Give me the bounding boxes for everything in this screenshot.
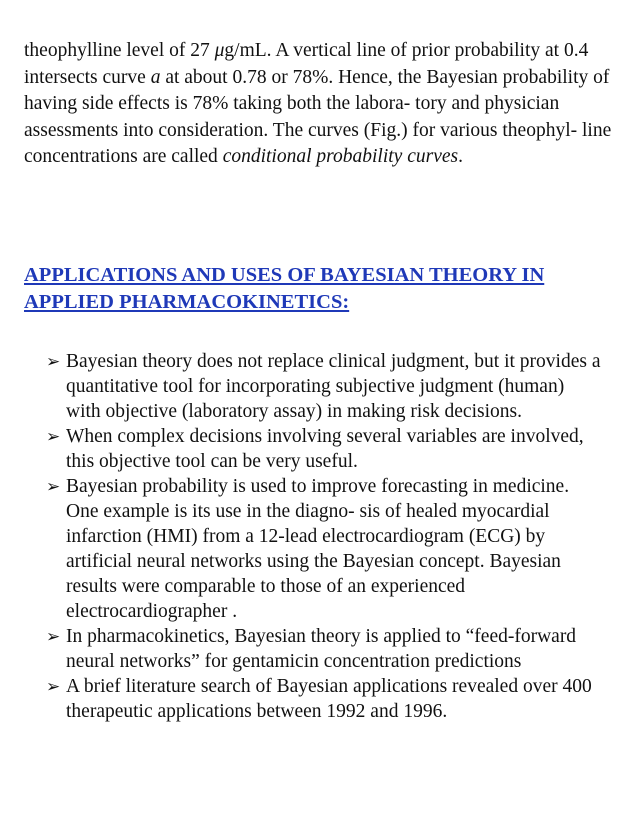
section-heading: APPLICATIONS AND USES OF BAYESIAN THEORY IN APPLIED PHARMACOKINETICS:	[24, 264, 545, 313]
bullet-item	[46, 349, 602, 424]
intro-paragraph	[24, 38, 616, 171]
bullet-list	[46, 349, 602, 724]
arrow-bullet-icon: ➢	[46, 677, 61, 696]
bullet-item	[46, 674, 602, 724]
bullet-item	[46, 424, 602, 474]
bullet-item	[46, 624, 602, 674]
curve-label: a	[150, 66, 161, 88]
arrow-bullet-icon: ➢	[46, 627, 61, 646]
bullet-text: Bayesian theory does not replace clinical judgment, but it provides a quantitative tool for incorporating subjective judgment (human) with objective (laboratory assay) in making risk decisions.	[66, 351, 601, 422]
bullet-text: In pharmacokinetics, Bayesian theory is applied to “feed-forward neural networks” for gentamicin concentration predictions	[66, 626, 577, 672]
bullet-text: Bayesian probability is used to improve forecasting in medicine. One example is its use in the diagno- sis of healed myocardial infarction (HMI) from a 12-lead electrocardiogram (ECG) by artificial neural networks using the Bayesian concept. Bayesian results were comparable to those of an experienced electrocardiographer .	[66, 476, 570, 622]
intro-text-end: .	[458, 146, 463, 167]
arrow-bullet-icon: ➢	[46, 352, 61, 371]
intro-text-start: theophylline level of 27	[24, 40, 215, 61]
arrow-bullet-icon: ➢	[46, 427, 61, 446]
bullet-text: A brief literature search of Bayesian applications revealed over 400 therapeutic applications between 1992 and 1996.	[66, 676, 592, 722]
conditional-probability-term: conditional probability curves	[222, 146, 459, 167]
intro-text-unit: g/mL. A vertical line of prior probability at 0.4 intersects curve	[24, 40, 589, 88]
bullet-text: When complex decisions involving several variables are involved, this objective tool can be very useful.	[66, 426, 584, 472]
mu-symbol: μ	[214, 40, 225, 61]
bullet-item	[46, 474, 602, 624]
arrow-bullet-icon: ➢	[46, 477, 61, 496]
intro-text-middle: at about 0.78 or 78%. Hence, the Bayesian probability of having side effects is 78% taking both the labora- tory and physician assessments into consideration. The curves (Fig.) for various theophyl- line concentrations are called	[24, 66, 612, 167]
